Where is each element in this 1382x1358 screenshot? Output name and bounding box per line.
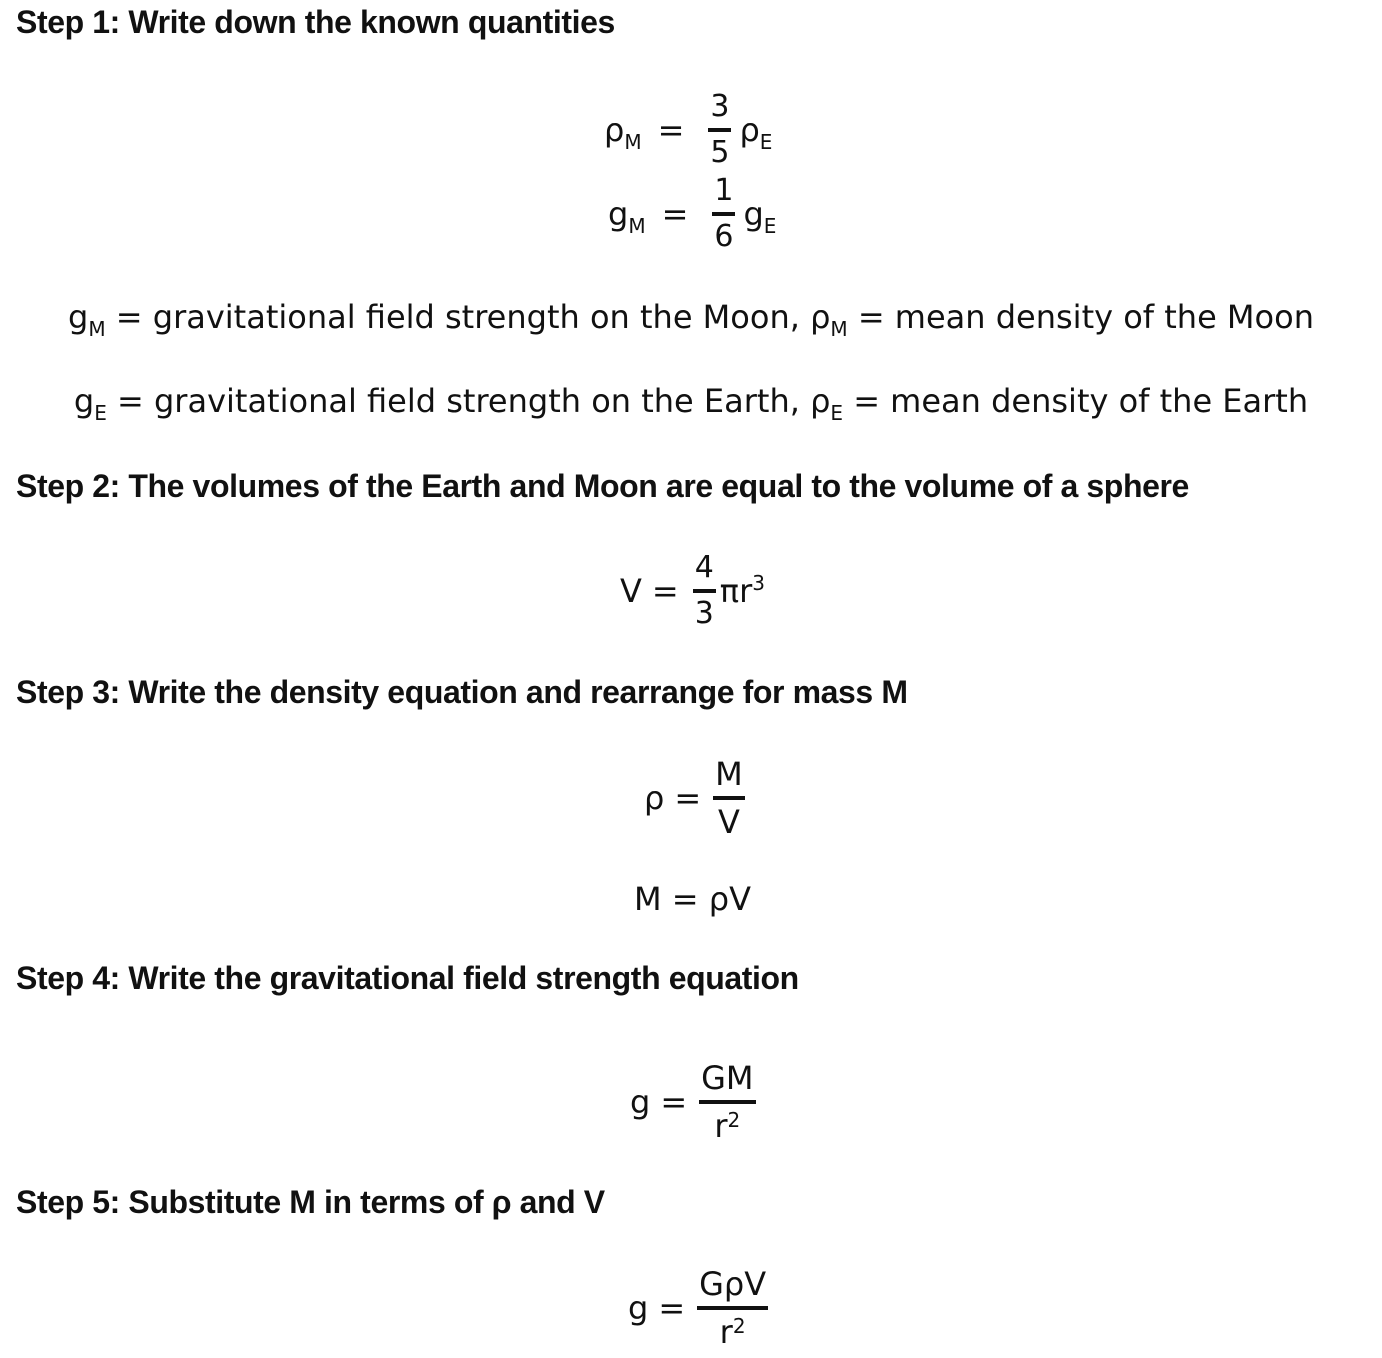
equals-sign: = xyxy=(651,572,679,610)
fraction-denominator: 5 xyxy=(710,135,730,170)
g-m-symbol: g M xyxy=(608,195,646,238)
step-3-heading: Step 3: Write the density equation and rearrange for mass M xyxy=(16,674,908,710)
equation-field-strength-substituted xyxy=(628,1265,770,1351)
equals-sign: = xyxy=(657,111,685,149)
rho-e-symbol: ρ E xyxy=(739,111,773,154)
equals-sign: = xyxy=(658,1289,686,1327)
equals-sign: = xyxy=(660,1083,688,1121)
fraction-numerator: 1 xyxy=(712,176,735,216)
step-5-heading: Step 5: Substitute M in terms of ρ and V xyxy=(16,1184,605,1220)
fraction-four-thirds xyxy=(693,550,716,631)
fraction-denominator: 6 xyxy=(714,219,734,254)
equation-field-strength xyxy=(630,1059,758,1145)
fraction-denominator: V xyxy=(717,803,740,841)
g-e-symbol: g E xyxy=(743,195,777,238)
fraction-mass-over-volume xyxy=(713,755,745,841)
fraction-one-sixth xyxy=(712,173,735,254)
rho-symbol: ρ xyxy=(644,779,665,817)
rho-m-symbol: ρ M xyxy=(604,111,642,154)
definition-earth: $g_E$ = gravitational field strength on the Earth, $\rho_E$ = mean density of the Earth xyxy=(73,382,1309,425)
equation-density-ratio xyxy=(604,89,773,170)
mass-equation-text: M = ρV xyxy=(634,880,751,918)
fraction-numerator: M xyxy=(713,758,745,800)
fraction-denominator: $r^2$ xyxy=(719,1313,746,1351)
g-symbol: g xyxy=(628,1289,649,1327)
equation-field-strength-ratio xyxy=(608,173,777,254)
fraction-three-fifths xyxy=(708,89,731,170)
fraction-numerator: GM xyxy=(699,1062,755,1104)
equals-sign: = xyxy=(674,779,702,817)
fraction-denominator: $r^2$ xyxy=(714,1107,741,1145)
pi-r-cubed: πr 3 xyxy=(719,571,765,610)
fraction-gm-over-r-squared xyxy=(699,1059,755,1145)
step-2-heading: Step 2: The volumes of the Earth and Moon are equal to the volume of a sphere xyxy=(16,468,1189,504)
fraction-numerator: 4 xyxy=(693,553,716,593)
step-4-heading: Step 4: Write the gravitational field strength equation xyxy=(16,960,799,996)
fraction-numerator: 3 xyxy=(708,92,731,132)
g-symbol: g xyxy=(630,1083,651,1121)
fraction-numerator: GρV xyxy=(697,1268,768,1310)
volume-symbol: V xyxy=(620,572,642,610)
equals-sign: = xyxy=(661,195,689,233)
step-1-heading: Step 1: Write down the known quantities xyxy=(16,4,615,40)
equation-density xyxy=(644,755,747,841)
fraction-denominator: 3 xyxy=(694,596,714,631)
equation-mass xyxy=(634,880,751,918)
definition-moon: $g_M$ = gravitational field strength on the Moon, $\rho_M$ = mean density of the Moon xyxy=(68,298,1314,341)
equation-sphere-volume xyxy=(620,550,765,631)
fraction-g-rho-v-over-r-squared xyxy=(697,1265,768,1351)
